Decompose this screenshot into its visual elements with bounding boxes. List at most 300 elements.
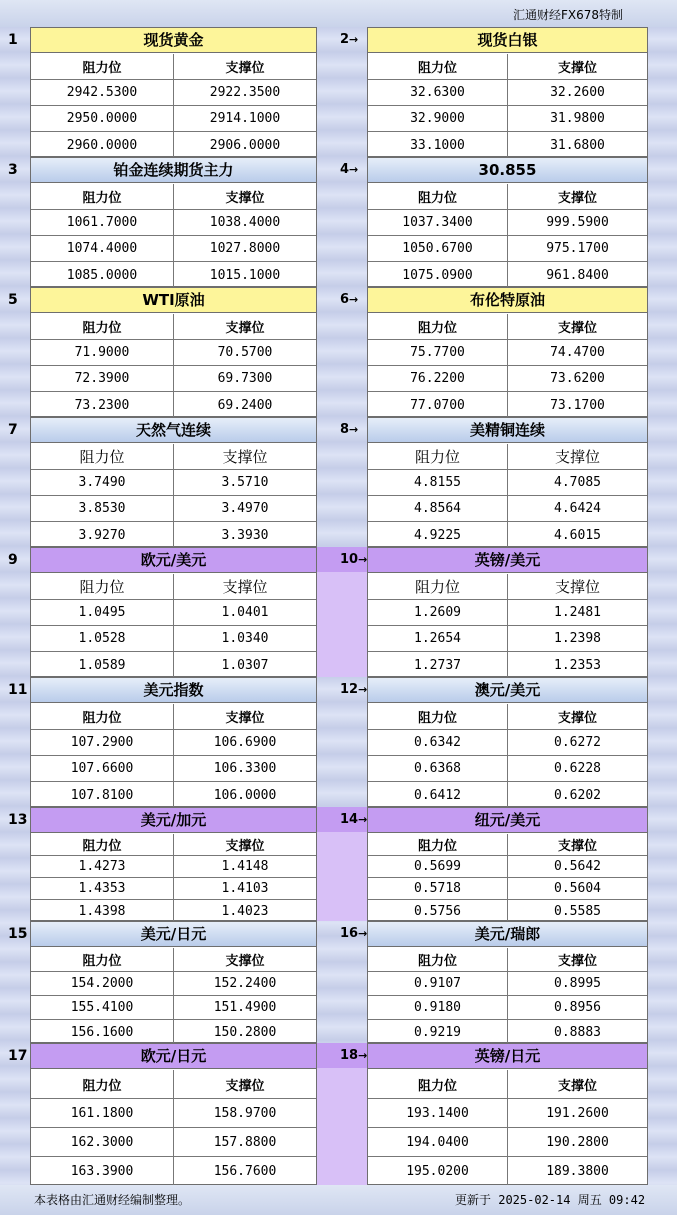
row-number-right bbox=[340, 292, 358, 307]
resistance-value: 3.7490 bbox=[31, 470, 174, 495]
resistance-value: 1.4273 bbox=[31, 856, 174, 877]
table-row bbox=[31, 262, 316, 288]
support-header: 支撑位 bbox=[557, 61, 597, 76]
row-number-right bbox=[340, 32, 358, 47]
table-row bbox=[31, 856, 316, 878]
resistance-value: 1085.0000 bbox=[31, 262, 174, 288]
support-header: 支撑位 bbox=[557, 839, 597, 854]
resistance-value: 3.8530 bbox=[31, 496, 174, 521]
panel-title: 美元/加元 bbox=[31, 808, 316, 833]
quote-panel bbox=[367, 287, 648, 417]
resistance-value: 1.0495 bbox=[31, 600, 174, 625]
quote-panel bbox=[367, 27, 648, 157]
quote-panel bbox=[30, 677, 317, 807]
row-number: 9 bbox=[8, 552, 18, 568]
support-value: 0.8995 bbox=[554, 976, 601, 991]
resistance-value: 0.5756 bbox=[368, 900, 508, 922]
resistance-value: 163.3900 bbox=[31, 1157, 174, 1186]
table-row bbox=[31, 878, 316, 900]
table-row bbox=[368, 236, 647, 262]
support-value: 1015.1000 bbox=[209, 267, 281, 283]
table-row bbox=[368, 132, 647, 158]
quote-panel bbox=[367, 547, 648, 677]
resistance-value: 156.1600 bbox=[31, 1020, 174, 1044]
table-row bbox=[31, 600, 316, 626]
support-value: 4.6424 bbox=[554, 501, 601, 516]
quote-panel bbox=[30, 27, 317, 157]
support-header: 支撑位 bbox=[225, 191, 265, 206]
table-row bbox=[31, 1128, 316, 1157]
support-header: 支撑位 bbox=[225, 711, 265, 726]
header-row bbox=[368, 444, 647, 470]
quote-panel bbox=[367, 157, 648, 287]
level-table bbox=[368, 54, 647, 156]
support-header: 支撑位 bbox=[554, 448, 600, 466]
resistance-value: 1.4398 bbox=[31, 900, 174, 922]
resistance-value: 1.2654 bbox=[368, 626, 508, 651]
support-value: 150.2800 bbox=[213, 1024, 277, 1040]
resistance-value: 76.2200 bbox=[368, 366, 508, 391]
arrow-right-icon: → bbox=[349, 423, 359, 436]
level-table bbox=[31, 444, 316, 546]
row-number: 10 bbox=[340, 552, 359, 567]
header-row bbox=[31, 314, 316, 340]
row-number-right bbox=[340, 682, 367, 697]
support-value: 0.6202 bbox=[554, 787, 601, 803]
row-number-right bbox=[340, 1048, 367, 1063]
arrow-right-icon: → bbox=[349, 163, 359, 176]
panel-title: 30.855 bbox=[368, 158, 647, 183]
arrow-right-icon: → bbox=[358, 683, 368, 696]
row-number: 16 bbox=[340, 926, 359, 941]
resistance-value: 1075.0900 bbox=[368, 262, 508, 288]
level-table bbox=[31, 184, 316, 286]
support-value: 0.6228 bbox=[554, 761, 601, 776]
table-row bbox=[368, 1020, 647, 1044]
source-title: 汇通财经FX678特制 bbox=[512, 8, 623, 22]
level-table bbox=[368, 1070, 647, 1184]
quote-panel bbox=[30, 1043, 317, 1185]
table-row bbox=[31, 756, 316, 782]
level-table bbox=[31, 1070, 316, 1184]
arrow-right-icon: → bbox=[358, 813, 368, 826]
support-value: 3.4970 bbox=[221, 501, 269, 516]
panel-title: 纽元/美元 bbox=[368, 808, 647, 833]
quote-panel bbox=[30, 417, 317, 547]
table-row bbox=[31, 366, 316, 392]
resistance-header: 阻力位 bbox=[31, 54, 174, 79]
resistance-header: 阻力位 bbox=[368, 54, 508, 79]
level-table bbox=[31, 704, 316, 806]
support-value: 1.2353 bbox=[554, 657, 601, 673]
row-number: 5 bbox=[8, 292, 18, 308]
table-row bbox=[368, 600, 647, 626]
resistance-header: 阻力位 bbox=[31, 704, 174, 729]
table-row bbox=[31, 1157, 316, 1186]
panel-title: WTI原油 bbox=[31, 288, 316, 313]
table-row bbox=[31, 392, 316, 418]
resistance-header: 阻力位 bbox=[368, 574, 508, 599]
support-value: 0.5604 bbox=[554, 881, 601, 896]
support-value: 31.9800 bbox=[550, 111, 605, 126]
support-value: 151.4900 bbox=[213, 1000, 277, 1015]
resistance-header: 阻力位 bbox=[368, 314, 508, 339]
separator-column bbox=[316, 1043, 368, 1185]
resistance-value: 195.0200 bbox=[368, 1157, 508, 1186]
panel-title: 铂金连续期货主力 bbox=[31, 158, 316, 183]
row-number-right bbox=[340, 552, 367, 567]
resistance-value: 0.6412 bbox=[368, 782, 508, 808]
resistance-value: 33.1000 bbox=[368, 132, 508, 158]
resistance-header: 阻力位 bbox=[368, 834, 508, 855]
header-row bbox=[31, 444, 316, 470]
resistance-value: 0.5699 bbox=[368, 856, 508, 877]
support-value: 69.2400 bbox=[217, 397, 273, 413]
support-value: 106.0000 bbox=[213, 787, 277, 803]
support-value: 0.5642 bbox=[554, 859, 601, 874]
panel-title: 澳元/美元 bbox=[368, 678, 647, 703]
arrow-right-icon: → bbox=[349, 33, 359, 46]
table-row bbox=[31, 900, 316, 922]
support-value: 69.7300 bbox=[217, 371, 273, 386]
table-row bbox=[368, 972, 647, 996]
resistance-value: 2960.0000 bbox=[31, 132, 174, 158]
support-value: 1.4023 bbox=[221, 903, 269, 919]
table-row bbox=[368, 1099, 647, 1128]
resistance-value: 0.6342 bbox=[368, 730, 508, 755]
resistance-value: 32.9000 bbox=[368, 106, 508, 131]
level-table bbox=[368, 704, 647, 806]
header-row bbox=[31, 184, 316, 210]
support-value: 31.6800 bbox=[550, 137, 605, 153]
header-row bbox=[31, 704, 316, 730]
arrow-right-icon: → bbox=[358, 553, 368, 566]
support-header: 支撑位 bbox=[222, 448, 268, 466]
table-row bbox=[368, 626, 647, 652]
support-value: 190.2800 bbox=[546, 1134, 609, 1150]
support-value: 158.9700 bbox=[213, 1105, 277, 1121]
panel-title: 天然气连续 bbox=[31, 418, 316, 443]
support-value: 3.5710 bbox=[221, 475, 269, 490]
quote-panel bbox=[367, 921, 648, 1043]
header-row bbox=[368, 834, 647, 856]
header-row bbox=[368, 184, 647, 210]
level-table bbox=[368, 948, 647, 1042]
row-number: 1 bbox=[8, 32, 18, 48]
header-row bbox=[368, 1070, 647, 1099]
resistance-value: 2942.5300 bbox=[31, 80, 174, 105]
row-number: 6 bbox=[340, 292, 350, 307]
arrow-right-icon: → bbox=[358, 1049, 368, 1062]
support-value: 4.6015 bbox=[554, 527, 601, 543]
support-header: 支撑位 bbox=[225, 954, 265, 969]
row-number: 2 bbox=[340, 32, 350, 47]
support-header: 支撑位 bbox=[557, 321, 597, 336]
resistance-value: 1.0528 bbox=[31, 626, 174, 651]
table-row bbox=[31, 1099, 316, 1128]
row-number: 4 bbox=[340, 162, 350, 177]
resistance-value: 77.0700 bbox=[368, 392, 508, 418]
support-header: 支撑位 bbox=[557, 711, 597, 726]
row-number: 8 bbox=[340, 422, 350, 437]
support-header: 支撑位 bbox=[225, 61, 265, 76]
panel-title: 欧元/日元 bbox=[31, 1044, 316, 1069]
update-time: 更新于 2025-02-14 周五 09:42 bbox=[455, 1193, 646, 1207]
resistance-header: 阻力位 bbox=[368, 1070, 508, 1098]
support-value: 999.5900 bbox=[546, 215, 609, 230]
table-row bbox=[31, 1020, 316, 1044]
row-number: 14 bbox=[340, 812, 359, 827]
resistance-value: 107.2900 bbox=[31, 730, 174, 755]
support-value: 4.7085 bbox=[554, 475, 601, 490]
resistance-value: 193.1400 bbox=[368, 1099, 508, 1127]
level-table bbox=[368, 444, 647, 546]
resistance-value: 32.6300 bbox=[368, 80, 508, 105]
panel-title: 英镑/日元 bbox=[368, 1044, 647, 1069]
quote-panel bbox=[367, 1043, 648, 1185]
support-value: 1.2481 bbox=[554, 605, 601, 620]
support-value: 73.1700 bbox=[550, 397, 605, 413]
panel-title: 美元/瑞郎 bbox=[368, 922, 647, 947]
panel-title: 欧元/美元 bbox=[31, 548, 316, 573]
quote-panel bbox=[30, 157, 317, 287]
support-value: 1038.4000 bbox=[209, 215, 281, 230]
header-row bbox=[368, 704, 647, 730]
support-value: 0.6272 bbox=[554, 735, 601, 750]
table-row bbox=[368, 856, 647, 878]
table-row bbox=[368, 496, 647, 522]
support-value: 1.4148 bbox=[221, 859, 269, 874]
resistance-value: 154.2000 bbox=[31, 972, 174, 995]
table-row bbox=[31, 730, 316, 756]
resistance-value: 72.3900 bbox=[31, 366, 174, 391]
level-table bbox=[368, 184, 647, 286]
table-row bbox=[368, 878, 647, 900]
resistance-header: 阻力位 bbox=[368, 184, 508, 209]
row-number: 12 bbox=[340, 682, 359, 697]
resistance-value: 4.8564 bbox=[368, 496, 508, 521]
resistance-header: 阻力位 bbox=[31, 1070, 174, 1098]
support-header: 支撑位 bbox=[557, 1078, 597, 1094]
quote-panel bbox=[30, 921, 317, 1043]
resistance-value: 1.0589 bbox=[31, 652, 174, 678]
table-row bbox=[31, 132, 316, 158]
support-value: 70.5700 bbox=[217, 345, 273, 360]
resistance-value: 194.0400 bbox=[368, 1128, 508, 1156]
row-number: 7 bbox=[8, 422, 18, 438]
resistance-value: 161.1800 bbox=[31, 1099, 174, 1127]
table-row bbox=[368, 782, 647, 808]
table-row bbox=[31, 80, 316, 106]
support-value: 961.8400 bbox=[546, 267, 609, 283]
support-value: 2914.1000 bbox=[209, 111, 281, 126]
resistance-value: 1.2737 bbox=[368, 652, 508, 678]
level-table bbox=[31, 54, 316, 156]
resistance-value: 107.6600 bbox=[31, 756, 174, 781]
table-row bbox=[368, 996, 647, 1020]
resistance-header: 阻力位 bbox=[368, 444, 508, 469]
table-row bbox=[31, 106, 316, 132]
table-row bbox=[368, 470, 647, 496]
support-header: 支撑位 bbox=[222, 578, 268, 596]
header-row bbox=[368, 948, 647, 972]
resistance-header: 阻力位 bbox=[31, 834, 174, 855]
level-table bbox=[368, 314, 647, 416]
quote-panel bbox=[367, 417, 648, 547]
support-value: 1.0340 bbox=[221, 631, 269, 646]
row-number-right bbox=[340, 162, 358, 177]
table-row bbox=[368, 366, 647, 392]
table-row bbox=[368, 106, 647, 132]
row-number: 11 bbox=[8, 682, 28, 698]
level-table bbox=[31, 574, 316, 676]
table-row bbox=[31, 782, 316, 808]
footer-note: 本表格由汇通财经编制整理。 bbox=[34, 1193, 191, 1207]
table-row bbox=[368, 730, 647, 756]
table-row bbox=[368, 80, 647, 106]
support-header: 支撑位 bbox=[554, 578, 600, 596]
table-row bbox=[31, 236, 316, 262]
resistance-value: 0.9219 bbox=[368, 1020, 508, 1044]
resistance-value: 73.2300 bbox=[31, 392, 174, 418]
resistance-header: 阻力位 bbox=[31, 184, 174, 209]
resistance-value: 0.9180 bbox=[368, 996, 508, 1019]
quote-panel bbox=[367, 807, 648, 921]
resistance-value: 0.6368 bbox=[368, 756, 508, 781]
resistance-header: 阻力位 bbox=[368, 948, 508, 971]
support-value: 1027.8000 bbox=[209, 241, 281, 256]
support-value: 106.3300 bbox=[213, 761, 277, 776]
resistance-value: 71.9000 bbox=[31, 340, 174, 365]
resistance-value: 4.9225 bbox=[368, 522, 508, 548]
resistance-value: 1061.7000 bbox=[31, 210, 174, 235]
panel-title: 美精铜连续 bbox=[368, 418, 647, 443]
level-table bbox=[31, 314, 316, 416]
top-banner bbox=[0, 0, 677, 27]
row-number: 13 bbox=[8, 812, 28, 828]
support-value: 0.8956 bbox=[554, 1000, 601, 1015]
level-table bbox=[31, 948, 316, 1042]
row-number: 17 bbox=[8, 1048, 28, 1064]
panel-title: 美元指数 bbox=[31, 678, 316, 703]
support-header: 支撑位 bbox=[225, 1078, 265, 1094]
support-value: 0.8883 bbox=[554, 1024, 601, 1040]
panel-title: 现货黄金 bbox=[31, 28, 316, 53]
table-row bbox=[368, 210, 647, 236]
resistance-header: 阻力位 bbox=[31, 948, 174, 971]
row-number-right bbox=[340, 422, 358, 437]
resistance-header: 阻力位 bbox=[31, 314, 174, 339]
support-value: 156.7600 bbox=[213, 1164, 277, 1179]
level-table bbox=[31, 834, 316, 920]
arrow-right-icon: → bbox=[358, 927, 368, 940]
resistance-value: 3.9270 bbox=[31, 522, 174, 548]
resistance-value: 107.8100 bbox=[31, 782, 174, 808]
table-row bbox=[368, 652, 647, 678]
support-value: 0.5585 bbox=[554, 903, 601, 919]
support-value: 152.2400 bbox=[213, 976, 277, 991]
support-header: 支撑位 bbox=[557, 954, 597, 969]
footer bbox=[0, 1185, 677, 1215]
table-row bbox=[31, 522, 316, 548]
table-row bbox=[368, 756, 647, 782]
table-row bbox=[31, 340, 316, 366]
table-row bbox=[368, 392, 647, 418]
level-table bbox=[368, 834, 647, 920]
quote-panel bbox=[367, 677, 648, 807]
quote-panel bbox=[30, 807, 317, 921]
support-value: 2906.0000 bbox=[209, 137, 281, 153]
row-number: 15 bbox=[8, 926, 28, 942]
table-row bbox=[368, 1128, 647, 1157]
support-value: 975.1700 bbox=[546, 241, 609, 256]
support-value: 106.6900 bbox=[213, 735, 277, 750]
resistance-header: 阻力位 bbox=[31, 444, 174, 469]
panel-title: 布伦特原油 bbox=[368, 288, 647, 313]
panel-title: 英镑/美元 bbox=[368, 548, 647, 573]
header-row bbox=[368, 54, 647, 80]
support-value: 2922.3500 bbox=[209, 85, 281, 100]
table-row bbox=[31, 972, 316, 996]
support-value: 1.2398 bbox=[554, 631, 601, 646]
resistance-value: 1.4353 bbox=[31, 878, 174, 899]
support-value: 1.0401 bbox=[221, 605, 269, 620]
support-value: 191.2600 bbox=[546, 1105, 609, 1121]
support-value: 1.0307 bbox=[221, 657, 269, 673]
header-row bbox=[31, 948, 316, 972]
table-row bbox=[31, 626, 316, 652]
quote-panel bbox=[30, 287, 317, 417]
table-row bbox=[368, 900, 647, 922]
header-row bbox=[31, 574, 316, 600]
resistance-header: 阻力位 bbox=[368, 704, 508, 729]
support-header: 支撑位 bbox=[557, 191, 597, 206]
table-row bbox=[368, 522, 647, 548]
resistance-value: 4.8155 bbox=[368, 470, 508, 495]
support-header: 支撑位 bbox=[225, 321, 265, 336]
support-value: 73.6200 bbox=[550, 371, 605, 386]
resistance-value: 1050.6700 bbox=[368, 236, 508, 261]
support-value: 1.4103 bbox=[221, 881, 269, 896]
support-header: 支撑位 bbox=[225, 839, 265, 854]
support-value: 189.3800 bbox=[546, 1164, 609, 1179]
resistance-header: 阻力位 bbox=[31, 574, 174, 599]
table-row bbox=[31, 652, 316, 678]
table-row bbox=[31, 210, 316, 236]
row-number: 3 bbox=[8, 162, 18, 178]
resistance-value: 1074.4000 bbox=[31, 236, 174, 261]
header-row bbox=[368, 314, 647, 340]
row-number: 18 bbox=[340, 1048, 359, 1063]
resistance-value: 0.5718 bbox=[368, 878, 508, 899]
table-row bbox=[31, 470, 316, 496]
header-row bbox=[31, 834, 316, 856]
panel-title: 美元/日元 bbox=[31, 922, 316, 947]
support-value: 74.4700 bbox=[550, 345, 605, 360]
header-row bbox=[368, 574, 647, 600]
table-row bbox=[368, 1157, 647, 1186]
resistance-value: 155.4100 bbox=[31, 996, 174, 1019]
table-row bbox=[31, 496, 316, 522]
table-row bbox=[368, 340, 647, 366]
row-number-right bbox=[340, 926, 367, 941]
support-value: 3.3930 bbox=[221, 527, 269, 543]
header-row bbox=[31, 54, 316, 80]
resistance-value: 162.3000 bbox=[31, 1128, 174, 1156]
resistance-value: 1037.3400 bbox=[368, 210, 508, 235]
resistance-value: 2950.0000 bbox=[31, 106, 174, 131]
support-value: 157.8800 bbox=[213, 1134, 277, 1150]
